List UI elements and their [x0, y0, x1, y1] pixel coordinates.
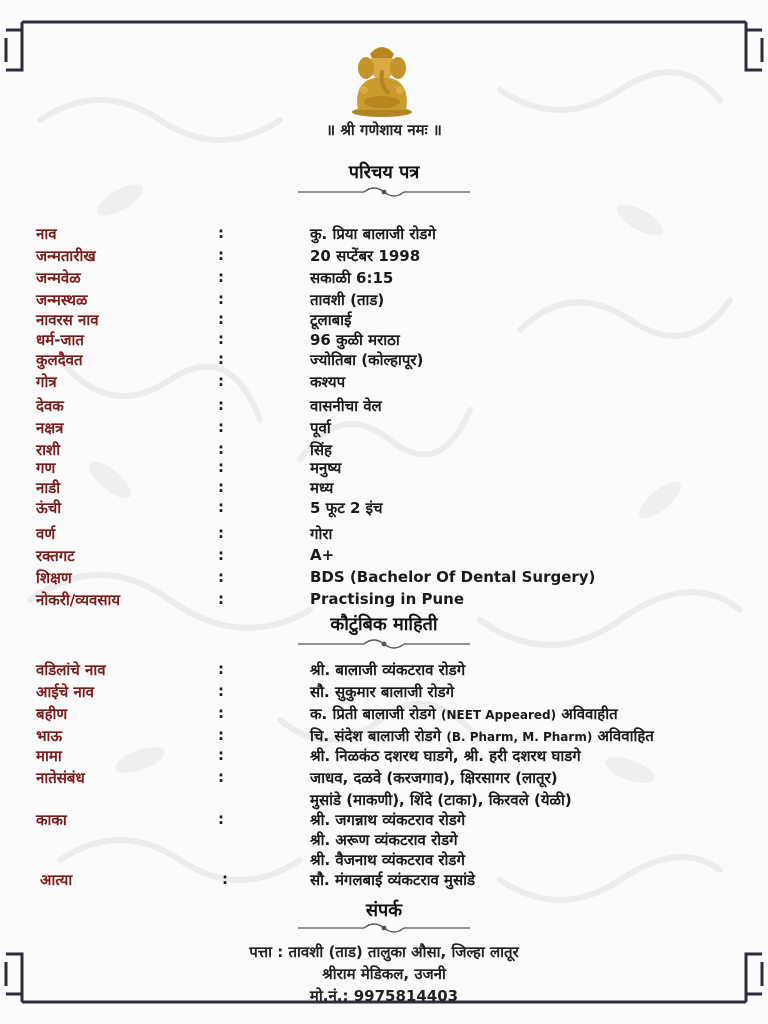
contact-section-title: संपर्क — [365, 900, 403, 921]
separator: : — [218, 224, 224, 242]
label: भाऊ — [36, 727, 63, 745]
label: नक्षत्र — [36, 419, 64, 437]
label: नाव — [36, 225, 57, 243]
label: आत्या — [40, 871, 73, 889]
label: कुलदैवत — [36, 351, 83, 369]
value: सिंह — [310, 441, 332, 459]
row-alias-name — [0, 310, 768, 332]
row-complexion — [0, 524, 768, 546]
separator: : — [218, 418, 224, 436]
brother-name: चि. संदेश बालाजी रोडगे — [310, 727, 442, 745]
label: ऊंची — [36, 499, 62, 517]
label: आईचे नाव — [36, 683, 94, 701]
value: जाधव, दळवे (करजगाव), क्षिरसागर (लातूर) — [310, 769, 558, 787]
brother-status: अविवाहित — [597, 727, 654, 745]
value: ज्योतिबा (कोल्हापूर) — [310, 351, 424, 369]
separator: : — [218, 810, 224, 828]
label: मामा — [36, 747, 62, 765]
label: नोकरी/व्यवसाय — [36, 591, 121, 609]
label: जन्मतारीख — [36, 247, 96, 265]
separator: : — [218, 660, 224, 678]
separator: : — [218, 310, 224, 328]
title-flourish — [294, 636, 474, 652]
label: नावरस नाव — [36, 311, 99, 329]
separator: : — [218, 768, 224, 786]
row-relatives — [0, 768, 768, 790]
label: रक्तगट — [36, 547, 75, 565]
row-nakshatra — [0, 418, 768, 440]
label: काका — [36, 811, 67, 829]
separator: : — [218, 290, 224, 308]
contact-phone[interactable]: मो.नं.: 9975814403 — [309, 987, 459, 1005]
separator: : — [218, 268, 224, 286]
value: वासनीचा वेल — [310, 397, 382, 415]
value: पूर्वा — [310, 419, 331, 437]
separator: : — [218, 396, 224, 414]
value: श्री. बालाजी व्यंकटराव रोडगे — [310, 661, 466, 679]
row-devak — [0, 396, 768, 418]
separator: : — [218, 546, 224, 564]
separator: : — [218, 568, 224, 586]
row-birth-date — [0, 246, 768, 268]
separator: : — [218, 350, 224, 368]
row-birth-time — [0, 268, 768, 290]
row-aatya — [0, 870, 768, 892]
value: 96 कुळी मराठा — [310, 331, 400, 349]
value: सकाळी 6:15 — [310, 269, 394, 287]
label: जन्मवेळ — [36, 269, 81, 287]
row-religion-caste — [0, 330, 768, 352]
row-gotra — [0, 372, 768, 394]
value: श्री. निळकंठ दशरथ घाडगे, श्री. हरी दशरथ घाडगे — [310, 747, 581, 765]
label: राशी — [36, 441, 61, 459]
row-height — [0, 498, 768, 520]
row-name — [0, 224, 768, 246]
value: सौ. सुकुमार बालाजी रोडगे — [310, 683, 455, 701]
separator: : — [218, 440, 224, 458]
row-mother — [0, 682, 768, 704]
label: देवक — [36, 397, 64, 415]
value: टूलाबाई — [310, 311, 352, 329]
value: कु. प्रिया बालाजी रोडगे — [310, 225, 436, 243]
label: नातेसंबंध — [36, 769, 85, 787]
value: मध्य — [310, 479, 334, 497]
row-father — [0, 660, 768, 682]
value: गोरा — [310, 525, 333, 543]
value: 5 फूट 2 इंच — [310, 499, 383, 517]
value — [310, 704, 618, 724]
mantra-text: ॥ श्री गणेशाय नमः ॥ — [326, 121, 442, 139]
value: श्री. जगन्नाथ व्यंकटराव रोडगे — [310, 811, 466, 829]
separator: : — [218, 726, 224, 744]
sister-status: अविवाहीत — [561, 705, 618, 723]
brother-qualification: (B. Pharm, M. Pharm) — [446, 730, 593, 744]
row-sister — [0, 704, 768, 726]
contact-shop: श्रीराम मेडिकल, उजनी — [322, 965, 446, 983]
row-occupation — [0, 590, 768, 612]
label: धर्म-जात — [36, 331, 84, 349]
value: तावशी (ताड) — [310, 291, 385, 309]
intro-section-title: परिचय पत्र — [348, 162, 420, 183]
relatives-line-2: मुसांडे (माकणी), शिंदे (टाका), किरवले (येळी) — [310, 791, 572, 809]
row-nadi — [0, 478, 768, 500]
row-gan — [0, 458, 768, 480]
separator: : — [218, 478, 224, 496]
label: वर्ण — [36, 525, 56, 543]
value — [310, 726, 654, 746]
separator: : — [218, 498, 224, 516]
value: 20 सप्टेंबर 1998 — [310, 247, 421, 265]
title-flourish — [294, 920, 474, 936]
label: नाडी — [36, 479, 61, 497]
value: सौ. मंगलबाई व्यंकटराव मुसांडे — [310, 871, 476, 889]
kaka-line-2: श्री. अरूण व्यंकटराव रोडगे — [310, 831, 458, 849]
value: Practising in Pune — [310, 590, 464, 608]
separator: : — [218, 524, 224, 542]
label: जन्मस्थळ — [36, 291, 88, 309]
value: BDS (Bachelor Of Dental Surgery) — [310, 568, 596, 586]
separator: : — [218, 246, 224, 264]
sister-name: क. प्रिती बालाजी रोडगे — [310, 705, 436, 723]
value: A+ — [310, 546, 335, 564]
label: बहीण — [36, 705, 68, 723]
label: गोत्र — [36, 373, 57, 391]
row-education — [0, 568, 768, 590]
family-section-title: कौटुंबिक माहिती — [330, 614, 438, 635]
ganesh-idol-icon — [340, 40, 424, 118]
title-flourish — [294, 184, 474, 200]
row-brother — [0, 726, 768, 748]
sister-qualification: (NEET Appeared) — [441, 708, 557, 722]
separator: : — [218, 372, 224, 390]
row-blood-group — [0, 546, 768, 568]
separator: : — [218, 746, 224, 764]
label: गण — [36, 459, 56, 477]
row-kaka — [0, 810, 768, 832]
row-mama — [0, 746, 768, 768]
value: मनुष्य — [310, 459, 342, 477]
separator: : — [218, 330, 224, 348]
separator: : — [218, 682, 224, 700]
label: शिक्षण — [36, 569, 72, 587]
separator: : — [218, 458, 224, 476]
kaka-line-3: श्री. वैजनाथ व्यंकटराव रोडगे — [310, 851, 465, 869]
value: कश्यप — [310, 373, 346, 391]
contact-address: पत्ता : तावशी (ताड) तालुका औसा, जिल्हा लातूर — [249, 943, 519, 961]
row-family-deity — [0, 350, 768, 372]
row-birth-place — [0, 290, 768, 312]
separator: : — [218, 704, 224, 722]
separator: : — [222, 870, 228, 888]
label: वडिलांचे नाव — [36, 661, 106, 679]
separator: : — [218, 590, 224, 608]
